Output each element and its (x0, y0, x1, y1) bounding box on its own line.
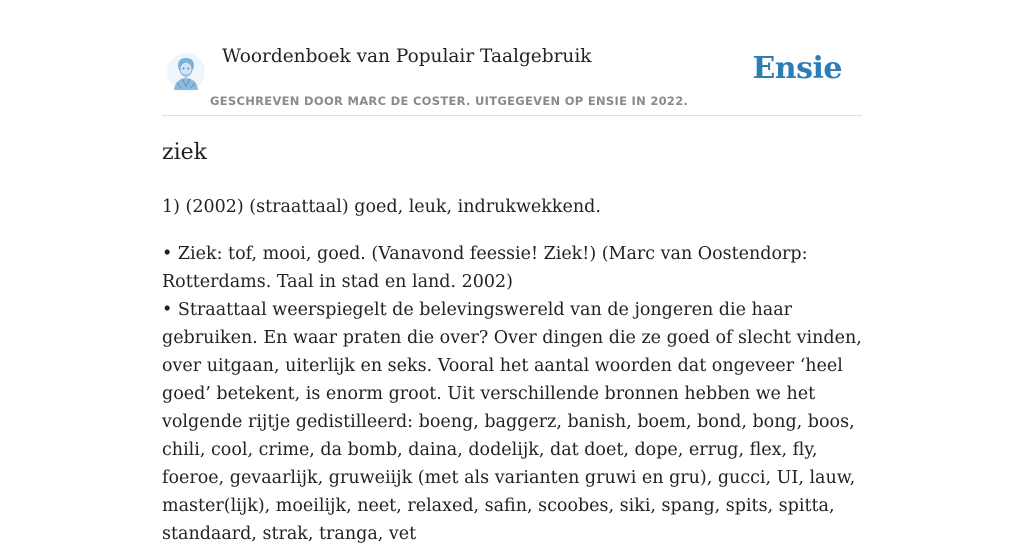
book-byline: GESCHREVEN DOOR MARC DE COSTER. UITGEGEVEN OP ENSIE IN 2022. (210, 94, 689, 108)
entry-note: • Ziek: tof, mooi, goed. (Vanavond feessie! Ziek!) (Marc van Oostendorp: Rotterdams. Taal in stad en land. 2002) (162, 244, 808, 292)
ensie-logo-link[interactable]: Ensie (752, 51, 842, 86)
book-title[interactable]: Woordenboek van Populair Taalgebruik (222, 46, 592, 67)
dictionary-header (162, 40, 862, 116)
entry-definition: 1) (2002) (straattaal) goed, leuk, indrukwekkend. (162, 197, 601, 217)
author-portrait-icon (166, 52, 206, 92)
entry-note: • Straattaal weerspiegelt de belevingswereld van de jongeren die haar gebruiken. En waar praten die over? Over dingen die ze goed of slecht vinden, over uitgaan, uiterlijk en seks. Vooral het aantal woorden dat ongeveer ‘heel goed’ betekent, is enorm groot. Uit verschillende bronnen hebben we het volgende rijtje gedistilleerd: boeng, baggerz, banish, boem, bond, bong, boos, chili, cool, crime, da bomb, daina, dodelijk, dat doet, dope, errug, flex, fly, foeroe, gevaarlijk, gruweiijk (met als varianten gruwi en gru), gucci, UI, lauw, master(lijk), moeilijk, neet, relaxed, safin, scoobes, siki, spang, spits, spitta, standaard, strak, tranga, vet (162, 300, 862, 544)
entry-term: ziek (162, 140, 207, 165)
entry-notes (162, 240, 862, 548)
